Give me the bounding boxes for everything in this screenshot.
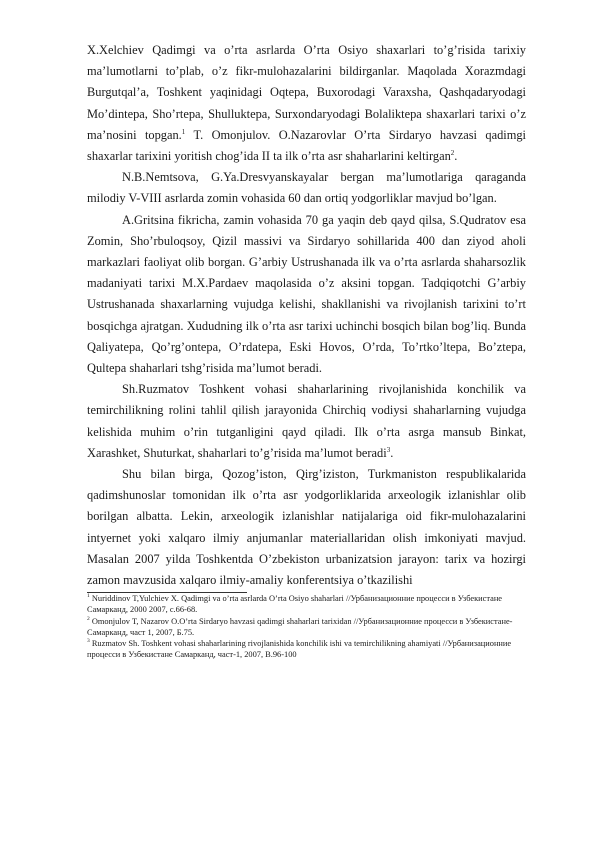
paragraph-text: Sh.Ruzmatov Toshkent vohasi shaharlarining rivojlanishida konchilik va temirchilikning rolini tahlil qilish jarayonida Chirchiq vodiysi shaharlarning vujudga kelishida muhim o’rin tutganligini qayd qiladi. Ilk o’rta asrga mansub Binkat, Xarashket, Shuturkat, shaharlari to’g’risida ma’lumot beradi (87, 382, 526, 460)
footnote-ref-1[interactable]: 1 (181, 127, 186, 136)
footnote-number: 1 (87, 593, 90, 600)
paragraph-2 (87, 167, 526, 209)
footnote-text: Ruzmatov Sh. Toshkent vohasi shaharlarining rivojlanishida konchilik ishi va temirchilikning ahamiyati //Урбанизационние процесси в Узбекистане Самарканд, част-1, 2007, B.96-100 (87, 639, 512, 660)
paragraph-3 (87, 210, 526, 380)
paragraph-text: . (454, 149, 458, 164)
footnote-number: 3 (87, 638, 90, 645)
footnote-3 (87, 638, 526, 660)
paragraph-text: . (390, 445, 394, 460)
footnote-ref-2[interactable]: 2 (450, 148, 455, 157)
footnotes (87, 593, 526, 660)
paragraph-text: A.Gritsina fikricha, zamin vohasida 70 ga yaqin deb qayd qilsa, S.Qudratov esa Zomin, Sho’rbuloqsoy, Qizil massivi va Sirdaryo sohillarida 400 dan ziyod aholi markazlari faoliyat olib borgan. G’arbiy Ustrushanada ilk va o’rta asrlarda shaharsozlik madaniyati tarixi M.X.Pardaev maqolasida o’z aksini topgan. Tadqiqotchi G’arbiy Ustrushanada shaxarlarning vujudga kelishi, shakllanishi va rivojlanish tarixini to’rt bosqichga ajratgan. Xududning ilk o’rta asr tarixi uchinchi bosqich bilan bog’liq. Bunda Qaliyatepa, Qo’rg’ontepa, O’rdatepa, Eski Hovos, O’rda, To’rtko’ltepa, Bo’ztepa, Qultepa shaharlari tshg’risida ma’lumot beradi. (87, 212, 526, 376)
footnote-1 (87, 593, 526, 615)
paragraph-text: Shu bilan birga, Qozog’iston, Qirg’iziston, Turkmaniston respublikalarida qadimshunoslar tomonidan ilk o’rta asr yodgorliklarida arxeologik izlanishlar olib borilgan albatta. Lekin, arxeologik izlanishlar natijalariga oid fikr-mulohazalarini intyernet yoki xalqaro ilmiy anjumanlar materiallaridan olish imkoniyati mavjud. Masalan 2007 yilda Toshkentda O’zbekiston urbanizatsion jarayon: tarix va hozirgi zamon mavzusida xalqaro ilmiy-amaliy konferentsiya o’tkazilishi (87, 467, 526, 588)
paragraph-4 (87, 379, 526, 464)
footnote-2 (87, 616, 526, 638)
paragraph-text: X.Xelchiev Qadimgi va o’rta asrlarda O’rta Osiyo shaxarlari to’g’risida tarixiy ma’lumotlarni to’plab, o’z fikr-mulohazalarini bildirganlar. Maqolada Xorazmdagi Burgutqal’a, Toshkent yaqinidagi Oqtepa, Buxorodagi Varaxsha, Qashqadaryodagi Mo’dintepa, Sho’rtepa, Shulluktepa, Surxondaryodagi Bolaliktepa shaxarlari tarixi o’z ma’nosini topgan. (87, 43, 526, 142)
paragraph-5 (87, 464, 526, 591)
paragraph-text: T. Omonjulov. O.Nazarovlar O’rta Sirdaryo havzasi qadimgi shaxarlar tarixini yoritish chog’ida II ta ilk o’rta asr shaharlarini keltirgan (87, 127, 526, 164)
paragraph-text: N.B.Nemtsova, G.Ya.Dresvyanskayalar bergan ma’lumotlariga qaraganda milodiy V-VIII asrlarda zomin vohasida 60 dan ortiq yodgorliklar mavjud bo’lgan. (87, 170, 526, 206)
footnote-ref-3[interactable]: 3 (386, 445, 391, 454)
footnote-number: 2 (87, 615, 90, 622)
footnote-text: Nuriddinov T,Yulchiev X. Qadimgi va o’rta asrlarda O’rta Osiyo shaharlari //Урбанизационние процесси в Узбекистане Самарканд, 2000 2007, с.66-68. (87, 594, 503, 615)
footnote-text: Omonjulov T, Nazarov O.O’rta Sirdaryo havzasi qadimgi shaharlari tarixidan //Урбанизационние процесси в Узбекистане-Самарканд, част 1, 2007, Б.75. (87, 616, 513, 637)
paragraph-1 (87, 40, 526, 167)
document-page (87, 40, 526, 661)
